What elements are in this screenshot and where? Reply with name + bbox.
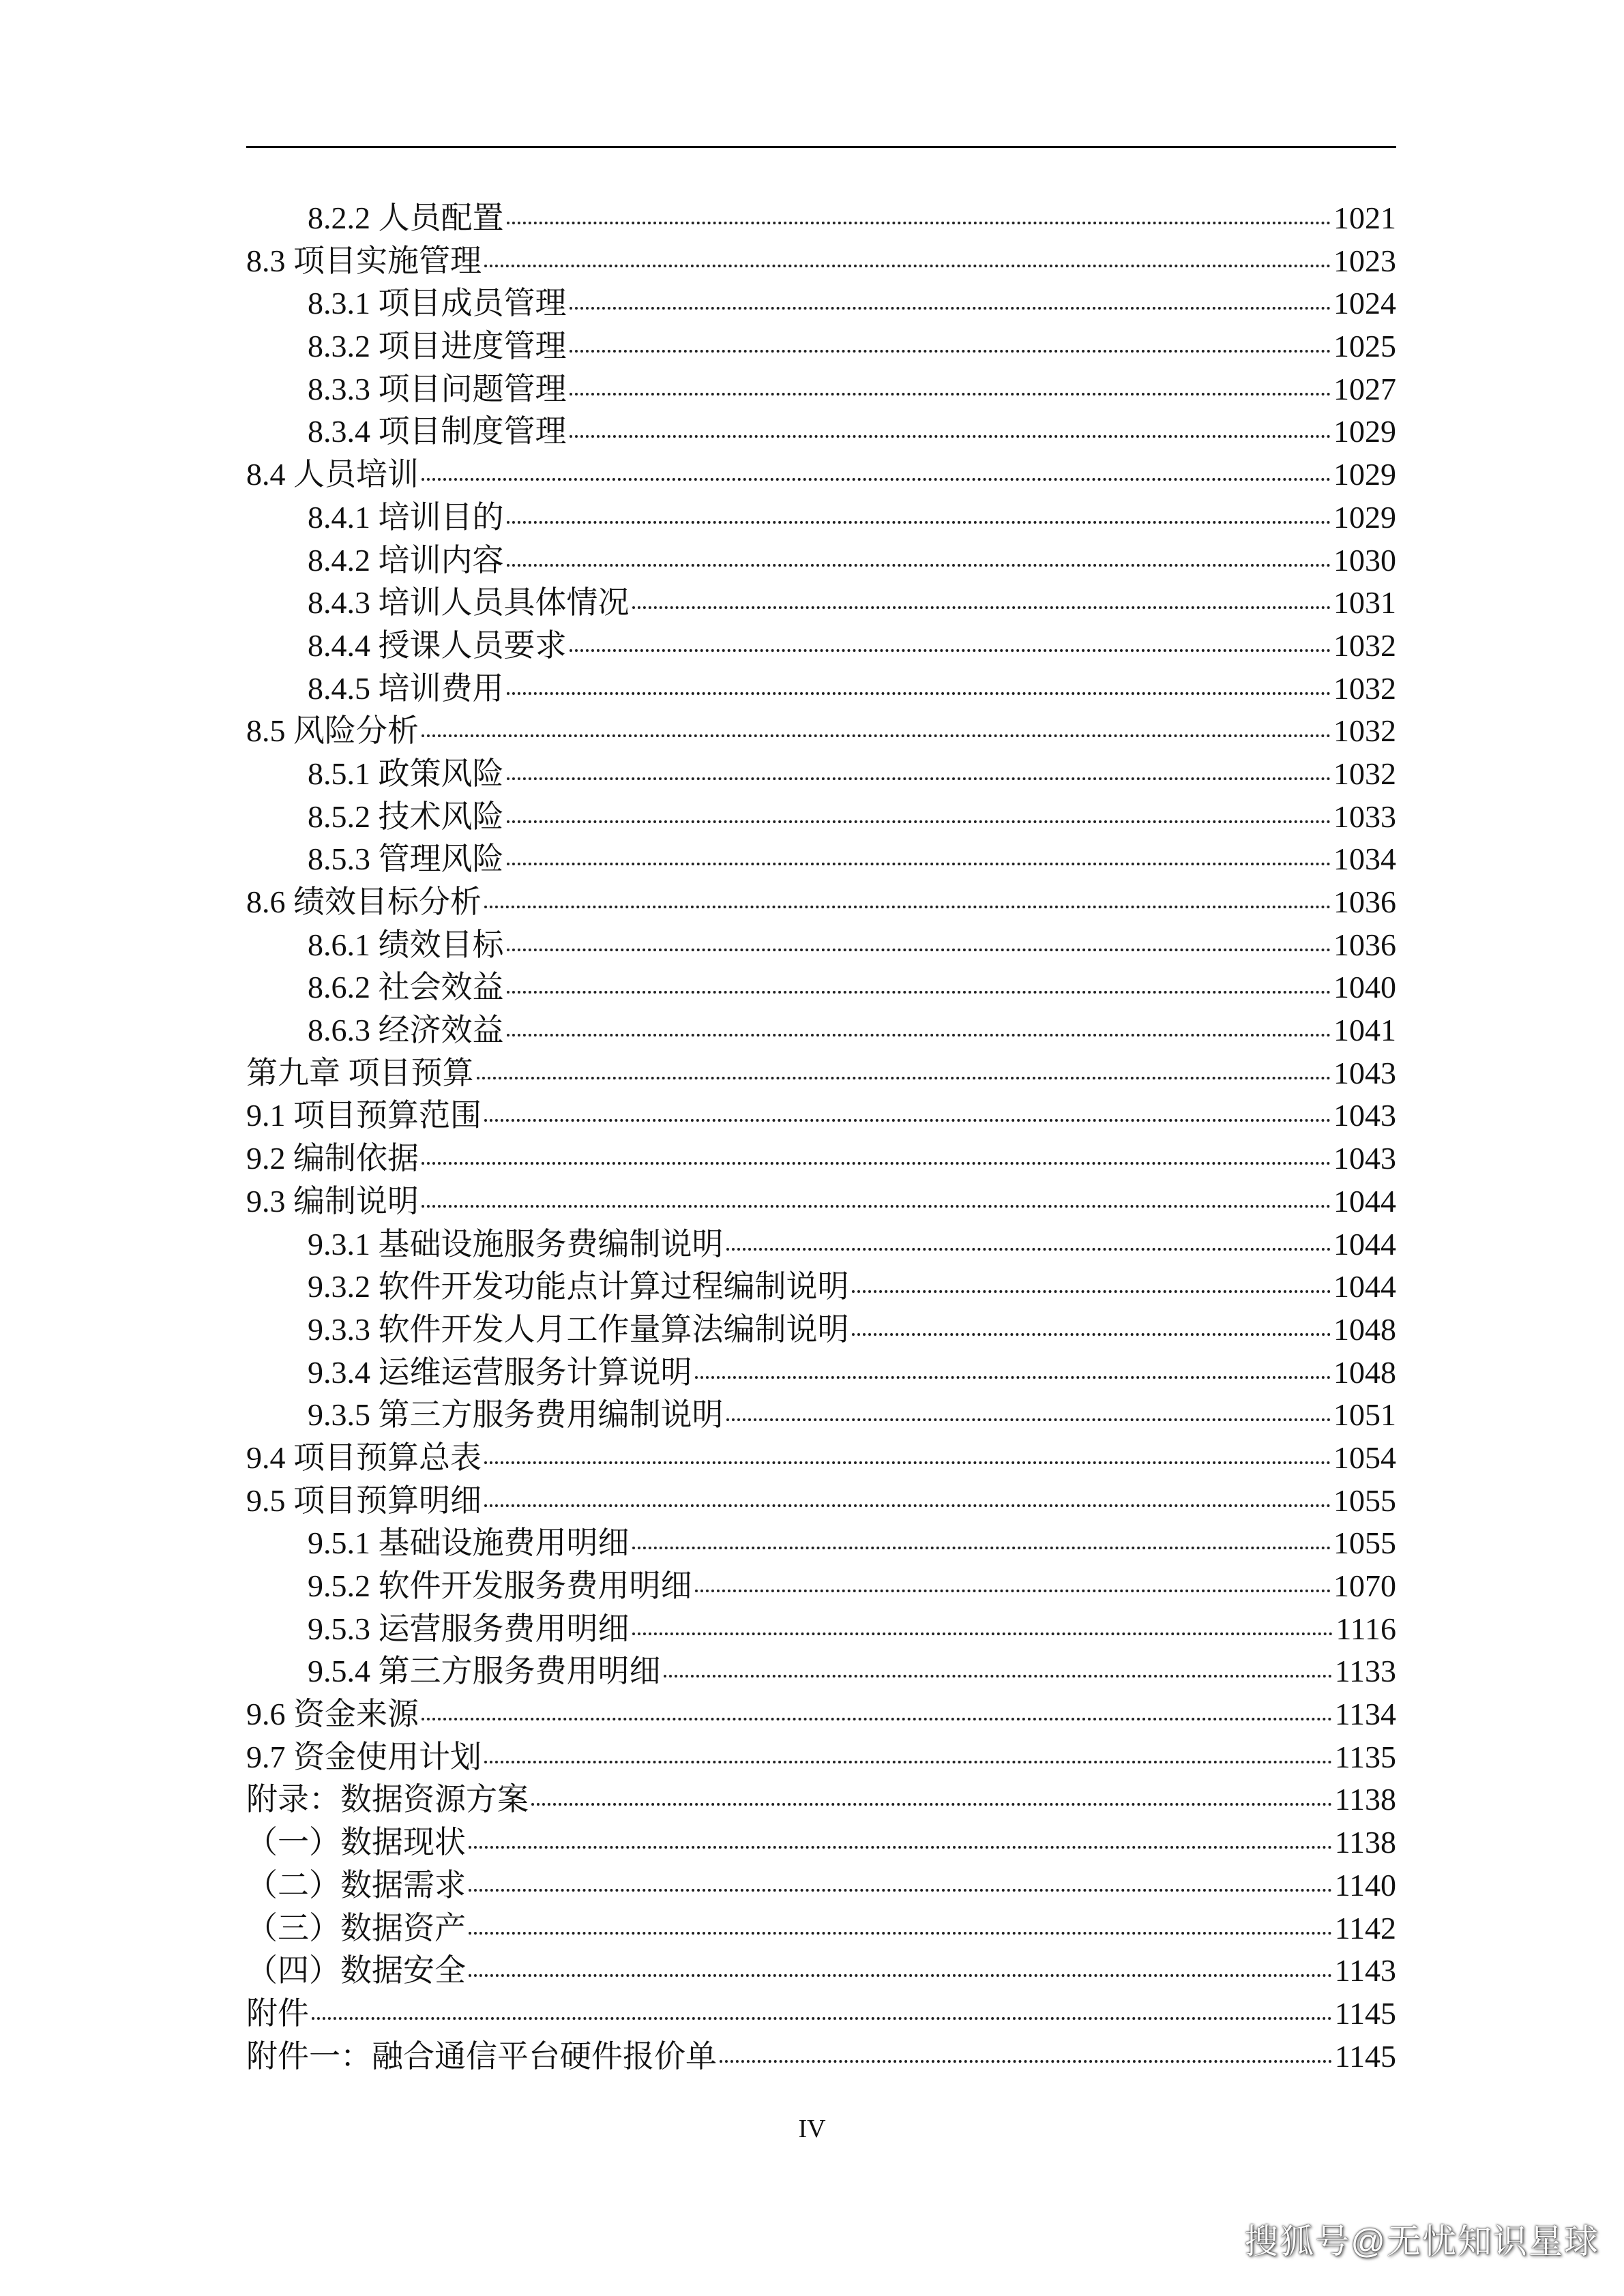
toc-entry-page: 1032 bbox=[1333, 670, 1396, 706]
toc-entry-title: 8.4.2 培训内容 bbox=[308, 542, 504, 578]
toc-entry-page: 1070 bbox=[1333, 1568, 1396, 1603]
toc-entry-page: 1031 bbox=[1333, 585, 1396, 621]
toc-entry[interactable] bbox=[246, 1950, 1396, 1993]
toc-entry-title: （一）数据现状 bbox=[246, 1825, 466, 1860]
toc-entry[interactable] bbox=[246, 1009, 1396, 1052]
toc-dot-leader bbox=[531, 1802, 1332, 1806]
toc-dot-leader bbox=[507, 990, 1331, 994]
toc-entry-title: 9.5 项目预算明细 bbox=[246, 1482, 482, 1518]
toc-dot-leader bbox=[852, 1332, 1331, 1336]
toc-entry-page: 1036 bbox=[1333, 927, 1396, 962]
toc-entry-title: 9.6 资金来源 bbox=[246, 1697, 419, 1732]
toc-entry-page: 1033 bbox=[1333, 799, 1396, 834]
toc-entry-title: 8.2.2 人员配置 bbox=[308, 200, 504, 235]
toc-entry-page: 1034 bbox=[1333, 841, 1396, 877]
toc-entry-page: 1143 bbox=[1334, 1953, 1396, 1988]
toc-entry[interactable] bbox=[246, 368, 1396, 411]
toc-dot-leader bbox=[507, 221, 1331, 224]
toc-entry-title: 9.5.4 第三方服务费用明细 bbox=[308, 1654, 661, 1689]
toc-entry-page: 1145 bbox=[1334, 2038, 1396, 2074]
toc-entry-page: 1025 bbox=[1333, 329, 1396, 364]
toc-entry[interactable] bbox=[246, 1608, 1396, 1651]
toc-entry-page: 1021 bbox=[1333, 200, 1396, 235]
toc-dot-leader bbox=[422, 734, 1331, 737]
toc-dot-leader bbox=[507, 1033, 1331, 1037]
toc-entry[interactable] bbox=[246, 625, 1396, 668]
toc-dot-leader bbox=[477, 1076, 1331, 1079]
toc-entry-title: 9.4 项目预算总表 bbox=[246, 1440, 482, 1475]
toc-dot-leader bbox=[507, 820, 1331, 823]
toc-entry-title: 附件 bbox=[246, 1995, 309, 2031]
toc-entry-title: 附录：数据资源方案 bbox=[246, 1782, 529, 1817]
toc-entry[interactable] bbox=[246, 1352, 1396, 1395]
toc-dot-leader bbox=[422, 1204, 1331, 1208]
toc-entry-title: （三）数据资产 bbox=[246, 1910, 466, 1945]
toc-entry[interactable] bbox=[246, 496, 1396, 539]
toc-entry-page: 1145 bbox=[1334, 1995, 1396, 2031]
toc-dot-leader bbox=[507, 691, 1331, 695]
toc-entry[interactable] bbox=[246, 1437, 1396, 1480]
toc-dot-leader bbox=[507, 948, 1331, 951]
toc-entry[interactable] bbox=[246, 240, 1396, 283]
toc-entry-title: 8.3.1 项目成员管理 bbox=[308, 286, 567, 321]
toc-dot-leader bbox=[507, 777, 1331, 780]
toc-entry-page: 1051 bbox=[1333, 1397, 1396, 1433]
toc-entry[interactable] bbox=[246, 1266, 1396, 1309]
toc-entry[interactable] bbox=[246, 924, 1396, 967]
toc-entry[interactable] bbox=[246, 1094, 1396, 1137]
toc-entry[interactable] bbox=[246, 1309, 1396, 1352]
toc-entry-page: 1140 bbox=[1334, 1867, 1396, 1903]
toc-entry-title: 8.5.2 技术风险 bbox=[308, 799, 504, 834]
toc-entry[interactable] bbox=[246, 796, 1396, 839]
toc-entry-title: 8.5.3 管理风险 bbox=[308, 841, 504, 877]
toc-entry-title: 8.4 人员培训 bbox=[246, 457, 419, 492]
toc-entry-title: 8.6.1 绩效目标 bbox=[308, 927, 504, 962]
toc-dot-leader bbox=[632, 606, 1331, 609]
toc-dot-leader bbox=[484, 1760, 1332, 1763]
toc-entry-page: 1142 bbox=[1334, 1910, 1396, 1945]
toc-entry[interactable] bbox=[246, 582, 1396, 625]
toc-dot-leader bbox=[484, 1504, 1331, 1507]
toc-dot-leader bbox=[484, 1461, 1331, 1464]
toc-entry-title: 8.4.4 授课人员要求 bbox=[308, 627, 567, 663]
toc-dot-leader bbox=[570, 392, 1331, 396]
toc-entry-page: 1032 bbox=[1333, 713, 1396, 749]
toc-entry[interactable] bbox=[246, 881, 1396, 924]
toc-entry[interactable] bbox=[246, 1907, 1396, 1950]
toc-dot-leader bbox=[484, 264, 1331, 267]
toc-entry-title: 8.5.1 政策风险 bbox=[308, 756, 504, 791]
toc-dot-leader bbox=[695, 1589, 1331, 1592]
toc-dot-leader bbox=[695, 1375, 1331, 1379]
toc-entry-title: 9.3.1 基础设施服务费编制说明 bbox=[308, 1226, 724, 1262]
toc-dot-leader bbox=[726, 1247, 1331, 1251]
toc-entry-title: 9.3.5 第三方服务费用编制说明 bbox=[308, 1397, 724, 1433]
toc-entry-title: 8.4.1 培训目的 bbox=[308, 499, 504, 535]
toc-entry[interactable] bbox=[246, 966, 1396, 1009]
toc-entry-title: 8.4.5 培训费用 bbox=[308, 670, 504, 706]
toc-entry-page: 1048 bbox=[1333, 1354, 1396, 1390]
toc-entry[interactable] bbox=[246, 753, 1396, 796]
toc-dot-leader bbox=[507, 520, 1331, 524]
toc-entry-page: 1032 bbox=[1333, 756, 1396, 791]
toc-entry[interactable] bbox=[246, 325, 1396, 368]
toc-dot-leader bbox=[570, 349, 1331, 353]
toc-dot-leader bbox=[570, 648, 1331, 652]
toc-entry[interactable] bbox=[246, 2036, 1396, 2078]
toc-entry-title: 8.6.2 社会效益 bbox=[308, 970, 504, 1005]
toc-entry[interactable] bbox=[246, 1522, 1396, 1565]
toc-entry-page: 1040 bbox=[1333, 970, 1396, 1005]
toc-entry-page: 1036 bbox=[1333, 884, 1396, 919]
toc-entry-title: 8.6.3 经济效益 bbox=[308, 1013, 504, 1048]
toc-entry-page: 1134 bbox=[1334, 1697, 1396, 1732]
toc-dot-leader bbox=[570, 434, 1331, 438]
toc-entry[interactable] bbox=[246, 838, 1396, 881]
toc-entry[interactable] bbox=[246, 1565, 1396, 1608]
toc-entry-page: 1043 bbox=[1333, 1141, 1396, 1176]
toc-entry-page: 1135 bbox=[1334, 1739, 1396, 1774]
toc-dot-leader bbox=[469, 1845, 1332, 1849]
toc-dot-leader bbox=[312, 2016, 1332, 2020]
toc-entry-page: 1048 bbox=[1333, 1311, 1396, 1347]
toc-entry-page: 1041 bbox=[1333, 1013, 1396, 1048]
toc-entry-title: 9.3.2 软件开发功能点计算过程编制说明 bbox=[308, 1269, 849, 1304]
toc-entry-title: 9.5.1 基础设施费用明细 bbox=[308, 1525, 630, 1561]
toc-dot-leader bbox=[484, 1118, 1331, 1122]
page-number: IV bbox=[798, 2115, 826, 2143]
toc-entry[interactable] bbox=[246, 1650, 1396, 1693]
toc-entry[interactable] bbox=[246, 1223, 1396, 1266]
toc-entry-page: 1029 bbox=[1333, 457, 1396, 492]
toc-entry[interactable] bbox=[246, 1864, 1396, 1907]
toc-entry[interactable] bbox=[246, 1693, 1396, 1736]
toc-entry-title: 8.6 绩效目标分析 bbox=[246, 884, 482, 919]
toc-dot-leader bbox=[469, 1888, 1332, 1892]
toc-entry-title: 第九章 项目预算 bbox=[246, 1055, 474, 1090]
toc-entry[interactable] bbox=[246, 1480, 1396, 1523]
toc-entry-title: （四）数据安全 bbox=[246, 1953, 466, 1988]
toc-entry-page: 1044 bbox=[1333, 1183, 1396, 1219]
toc-dot-leader bbox=[726, 1418, 1331, 1421]
toc-entry[interactable] bbox=[246, 1137, 1396, 1180]
toc-entry-page: 1032 bbox=[1333, 627, 1396, 663]
toc-entry-page: 1043 bbox=[1333, 1098, 1396, 1133]
toc-entry-title: （二）数据需求 bbox=[246, 1867, 466, 1903]
toc-entry-title: 8.3 项目实施管理 bbox=[246, 243, 482, 278]
toc-entry-page: 1138 bbox=[1334, 1825, 1396, 1860]
table-of-contents bbox=[246, 197, 1396, 2078]
toc-entry-page: 1030 bbox=[1333, 542, 1396, 578]
toc-entry[interactable] bbox=[246, 668, 1396, 711]
toc-entry-title: 8.3.3 项目问题管理 bbox=[308, 371, 567, 406]
toc-dot-leader bbox=[632, 1546, 1331, 1549]
toc-entry-title: 9.5.2 软件开发服务费用明细 bbox=[308, 1568, 692, 1603]
toc-dot-leader bbox=[852, 1289, 1331, 1293]
toc-entry[interactable] bbox=[246, 1993, 1396, 2036]
toc-entry-title: 9.3.4 运维运营服务计算说明 bbox=[308, 1354, 692, 1390]
toc-entry-page: 1138 bbox=[1334, 1782, 1396, 1817]
toc-dot-leader bbox=[664, 1674, 1332, 1678]
toc-entry-title: 8.3.4 项目制度管理 bbox=[308, 414, 567, 449]
toc-entry[interactable] bbox=[246, 1736, 1396, 1779]
toc-entry[interactable] bbox=[246, 282, 1396, 325]
watermark: 搜狐号@无忧知识星球 bbox=[1244, 2222, 1599, 2261]
toc-entry-title: 9.1 项目预算范围 bbox=[246, 1098, 482, 1133]
toc-entry[interactable] bbox=[246, 1180, 1396, 1223]
toc-entry-page: 1043 bbox=[1333, 1055, 1396, 1090]
toc-dot-leader bbox=[507, 862, 1331, 865]
toc-entry[interactable] bbox=[246, 197, 1396, 240]
toc-entry-title: 8.5 风险分析 bbox=[246, 713, 419, 749]
toc-entry-title: 9.7 资金使用计划 bbox=[246, 1739, 482, 1774]
toc-entry[interactable] bbox=[246, 1052, 1396, 1095]
toc-entry-title: 9.3 编制说明 bbox=[246, 1183, 419, 1219]
toc-dot-leader bbox=[469, 1973, 1332, 1977]
toc-entry-page: 1055 bbox=[1333, 1482, 1396, 1518]
toc-entry-title: 9.2 编制依据 bbox=[246, 1141, 419, 1176]
toc-entry[interactable] bbox=[246, 710, 1396, 753]
toc-dot-leader bbox=[422, 477, 1331, 481]
toc-entry-page: 1029 bbox=[1333, 414, 1396, 449]
toc-dot-leader bbox=[570, 306, 1331, 310]
toc-dot-leader bbox=[469, 1931, 1332, 1935]
toc-entry-title: 9.5.3 运营服务费用明细 bbox=[308, 1611, 630, 1646]
toc-dot-leader bbox=[422, 1717, 1332, 1720]
toc-entry[interactable] bbox=[246, 1821, 1396, 1864]
toc-entry-page: 1024 bbox=[1333, 286, 1396, 321]
toc-dot-leader bbox=[632, 1632, 1333, 1635]
toc-entry[interactable] bbox=[246, 411, 1396, 453]
toc-entry-page: 1029 bbox=[1333, 499, 1396, 535]
toc-entry-page: 1044 bbox=[1333, 1269, 1396, 1304]
toc-entry[interactable] bbox=[246, 539, 1396, 582]
header-rule bbox=[246, 146, 1396, 148]
toc-entry-page: 1044 bbox=[1333, 1226, 1396, 1262]
toc-entry[interactable] bbox=[246, 453, 1396, 496]
toc-entry-title: 8.3.2 项目进度管理 bbox=[308, 329, 567, 364]
toc-entry-page: 1133 bbox=[1334, 1654, 1396, 1689]
toc-dot-leader bbox=[422, 1161, 1331, 1165]
toc-dot-leader bbox=[484, 905, 1331, 908]
toc-entry-page: 1027 bbox=[1333, 371, 1396, 406]
toc-entry-title: 8.4.3 培训人员具体情况 bbox=[308, 585, 630, 621]
toc-entry[interactable] bbox=[246, 1394, 1396, 1437]
toc-entry-title: 附件一：融合通信平台硬件报价单 bbox=[246, 2038, 717, 2074]
toc-entry-page: 1055 bbox=[1333, 1525, 1396, 1561]
toc-entry-title: 9.3.3 软件开发人月工作量算法编制说明 bbox=[308, 1311, 849, 1347]
toc-dot-leader bbox=[507, 563, 1331, 567]
toc-entry-page: 1116 bbox=[1335, 1611, 1396, 1646]
toc-entry-page: 1023 bbox=[1333, 243, 1396, 278]
toc-entry-page: 1054 bbox=[1333, 1440, 1396, 1475]
toc-entry[interactable] bbox=[246, 1778, 1396, 1821]
toc-dot-leader bbox=[720, 2059, 1332, 2063]
